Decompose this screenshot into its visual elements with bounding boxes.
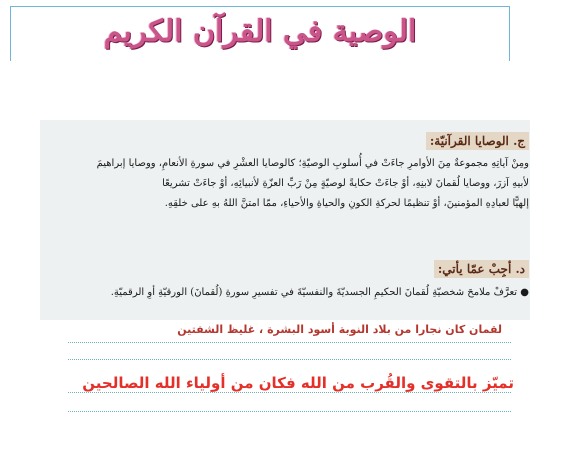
answer-dotted-line-4 bbox=[68, 411, 511, 412]
section-c-line-2: لأبيهِ آزرَ، ووصايا لُقمانَ لابنِهِ، أوْ جاءَتْ حكايةً لوصيّةٍ مِنْ رَبِّ العزّةِ لأنبيائِهِ، أوْ جاءَتْ تشريعًا bbox=[162, 178, 529, 189]
answer-dotted-line-3 bbox=[68, 392, 511, 393]
section-c-line-1: ومِنْ آياتِهِ مجموعةٌ مِنَ الأوامرِ جاءَتْ في أُسلوبِ الوصيّةِ؛ كالوصايا العشْرِ في سورةِ الأنعامِ، ووصايا إبراهيمَ bbox=[96, 158, 529, 169]
section-c-line-3: إلهيًّا لعبادِهِ المؤمنينَ، أوْ تنظيمًا لحركةِ الكونِ والحياةِ والأحياءِ، ممّا امتنَّ اللهُ بهِ على خلقِهِ. bbox=[164, 198, 529, 209]
section-d-heading: د. أجِبْ عمّا يأتي: bbox=[434, 262, 529, 276]
answer-line-2: تميّز بالتقوى والقُرب من الله فكان من أولياء الله الصالحين bbox=[82, 374, 514, 392]
question-text: ● تعرَّفْ ملامحَ شخصيّةِ لُقمانَ الحكيمِ الجسديّةَ والنفسيّةَ في تفسيرِ سورةِ (لُقمانَ) الورقيّةِ أوِ الرقميّةِ. bbox=[110, 287, 529, 298]
answer-dotted-line-1 bbox=[68, 342, 511, 343]
page-title: الوصية في القرآن الكريم bbox=[103, 14, 417, 49]
answer-line-1: لقمان كان نجارا من بلاد النوبة أسود البشرة ، غليظ الشفتين bbox=[177, 323, 502, 336]
answer-dotted-line-2 bbox=[68, 359, 511, 360]
section-c-heading: ج. الوصايا القرآنيّة: bbox=[59, 134, 529, 148]
